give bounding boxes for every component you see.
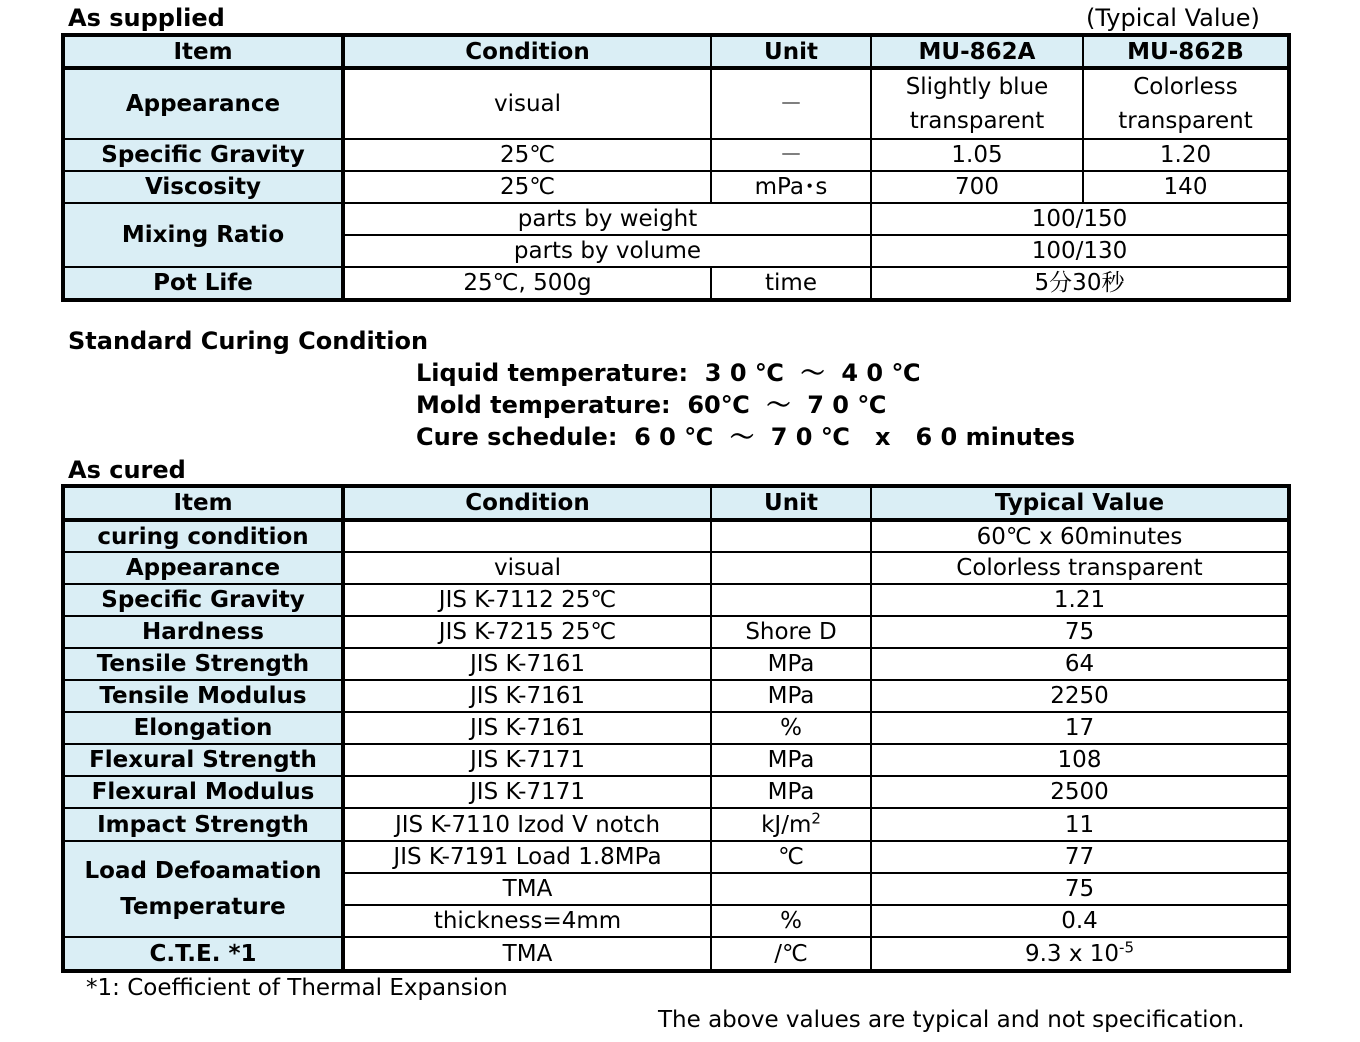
unit-cell: MPa <box>711 648 871 680</box>
table-row <box>63 552 1289 584</box>
value-cell: 0.4 <box>871 905 1289 937</box>
as-supplied-header-row <box>63 35 1289 68</box>
value-cell: Colorless transparent <box>871 552 1289 584</box>
unit-cell: MPa <box>711 744 871 776</box>
condition-cell: 25℃, 500g <box>343 267 711 300</box>
condition-cell: visual <box>343 552 711 584</box>
item-tensile-modulus: Tensile Modulus <box>63 680 343 712</box>
table-row <box>63 744 1289 776</box>
unit-cell: － <box>711 68 871 139</box>
value-b-cell: 1.20 <box>1083 139 1289 171</box>
value-cell: 64 <box>871 648 1289 680</box>
header-condition: Condition <box>343 486 711 520</box>
item-impact-strength: Impact Strength <box>63 808 343 841</box>
value-cell: 75 <box>871 616 1289 648</box>
item-tensile-strength: Tensile Strength <box>63 648 343 680</box>
unit-exponent: 2 <box>811 808 821 827</box>
unit-cell: % <box>711 712 871 744</box>
value-a-cell: Slightly blue transparent <box>871 68 1083 139</box>
condition-cell: TMA <box>343 873 711 905</box>
table-row <box>63 203 1289 235</box>
table-row <box>63 139 1289 171</box>
value-cell: 60℃ x 60minutes <box>871 520 1289 552</box>
value-b-cell: Colorless transparent <box>1083 68 1289 139</box>
unit-cell: ℃ <box>711 841 871 873</box>
table-row <box>63 937 1289 971</box>
unit-cell <box>711 520 871 552</box>
header-unit: Unit <box>711 486 871 520</box>
value-cell: 108 <box>871 744 1289 776</box>
condition-cell: thickness=4mm <box>343 905 711 937</box>
value-cell <box>871 937 1289 971</box>
unit-cell: time <box>711 267 871 300</box>
table-row <box>63 776 1289 808</box>
item-appearance: Appearance <box>63 552 343 584</box>
condition-cell: JIS K-7171 <box>343 776 711 808</box>
header-unit: Unit <box>711 35 871 68</box>
value-base: 9.3 x 10 <box>1024 940 1120 967</box>
item-hardness: Hardness <box>63 616 343 648</box>
as-cured-header-row <box>63 486 1289 520</box>
condition-cell: visual <box>343 68 711 139</box>
condition-cell: JIS K-7161 <box>343 648 711 680</box>
condition-cell: JIS K-7110 Izod V notch <box>343 808 711 841</box>
header-item: Item <box>63 35 343 68</box>
table-row <box>63 267 1289 300</box>
table-row <box>63 712 1289 744</box>
value-b-cell: 140 <box>1083 171 1289 203</box>
table-row <box>63 648 1289 680</box>
table-row <box>63 68 1289 139</box>
liquid-temperature: Liquid temperature: 3 0 ℃ ～ 4 0 ℃ <box>416 359 921 387</box>
value-cell: 100/130 <box>871 235 1289 267</box>
unit-cell: MPa <box>711 776 871 808</box>
value-exponent: -5 <box>1119 937 1135 956</box>
table-row <box>63 808 1289 841</box>
unit-cell: % <box>711 905 871 937</box>
condition-cell <box>343 520 711 552</box>
value-cell: 1.21 <box>871 584 1289 616</box>
condition-cell: 25℃ <box>343 139 711 171</box>
unit-cell <box>711 584 871 616</box>
condition-cell: parts by weight <box>343 203 871 235</box>
as-supplied-table <box>61 33 1291 302</box>
condition-cell: parts by volume <box>343 235 871 267</box>
table-row <box>63 680 1289 712</box>
value-cell: 2500 <box>871 776 1289 808</box>
item-mixing-ratio: Mixing Ratio <box>63 203 343 267</box>
as-cured-title: As cured <box>68 456 186 484</box>
unit-cell: /℃ <box>711 937 871 971</box>
value-cell: 75 <box>871 873 1289 905</box>
condition-cell: 25℃ <box>343 171 711 203</box>
table-row <box>63 616 1289 648</box>
header-condition: Condition <box>343 35 711 68</box>
header-item: Item <box>63 486 343 520</box>
item-pot-life: Pot Life <box>63 267 343 300</box>
value-cell: 2250 <box>871 680 1289 712</box>
table-row <box>63 584 1289 616</box>
unit-cell <box>711 552 871 584</box>
table-row <box>63 841 1289 873</box>
item-flexural-strength: Flexural Strength <box>63 744 343 776</box>
unit-cell: － <box>711 139 871 171</box>
typical-value-note: (Typical Value) <box>1086 4 1260 32</box>
item-elongation: Elongation <box>63 712 343 744</box>
as-cured-table <box>61 484 1291 973</box>
value-cell: 11 <box>871 808 1289 841</box>
condition-cell: JIS K-7161 <box>343 680 711 712</box>
condition-cell: JIS K-7161 <box>343 712 711 744</box>
value-cell: 5分30秒 <box>871 267 1289 300</box>
condition-cell: JIS K-7112 25℃ <box>343 584 711 616</box>
condition-cell: TMA <box>343 937 711 971</box>
header-typical-value: Typical Value <box>871 486 1289 520</box>
unit-cell <box>711 808 871 841</box>
unit-cell <box>711 873 871 905</box>
condition-cell: JIS K-7215 25℃ <box>343 616 711 648</box>
table-row <box>63 520 1289 552</box>
item-appearance: Appearance <box>63 68 343 139</box>
value-a-cell: 1.05 <box>871 139 1083 171</box>
header-mu862b: MU-862B <box>1083 35 1289 68</box>
item-cte: C.T.E. *1 <box>63 937 343 971</box>
value-cell: 17 <box>871 712 1289 744</box>
unit-cell: mPa･s <box>711 171 871 203</box>
item-load-deformation-temperature: Load Defoamation Temperature <box>63 841 343 937</box>
cure-schedule: Cure schedule: 6 0 ℃ ～ 7 0 ℃ x 6 0 minutes <box>416 423 1076 451</box>
value-cell: 100/150 <box>871 203 1289 235</box>
header-mu862a: MU-862A <box>871 35 1083 68</box>
unit-cell: Shore D <box>711 616 871 648</box>
item-flexural-modulus: Flexural Modulus <box>63 776 343 808</box>
footnote: *1: Coefficient of Thermal Expansion <box>86 975 508 1001</box>
table-row <box>63 171 1289 203</box>
value-a-cell: 700 <box>871 171 1083 203</box>
condition-cell: JIS K-7191 Load 1.8MPa <box>343 841 711 873</box>
value-cell: 77 <box>871 841 1289 873</box>
item-specific-gravity: Specific Gravity <box>63 139 343 171</box>
as-supplied-title: As supplied <box>68 4 225 32</box>
standard-curing-title: Standard Curing Condition <box>68 327 429 355</box>
item-curing-condition: curing condition <box>63 520 343 552</box>
condition-cell: JIS K-7171 <box>343 744 711 776</box>
item-viscosity: Viscosity <box>63 171 343 203</box>
unit-base: kJ/m <box>761 811 812 838</box>
disclaimer: The above values are typical and not specification. <box>658 1007 1245 1033</box>
mold-temperature: Mold temperature: 60℃ ～ 7 0 ℃ <box>416 391 887 419</box>
unit-cell: MPa <box>711 680 871 712</box>
item-specific-gravity: Specific Gravity <box>63 584 343 616</box>
